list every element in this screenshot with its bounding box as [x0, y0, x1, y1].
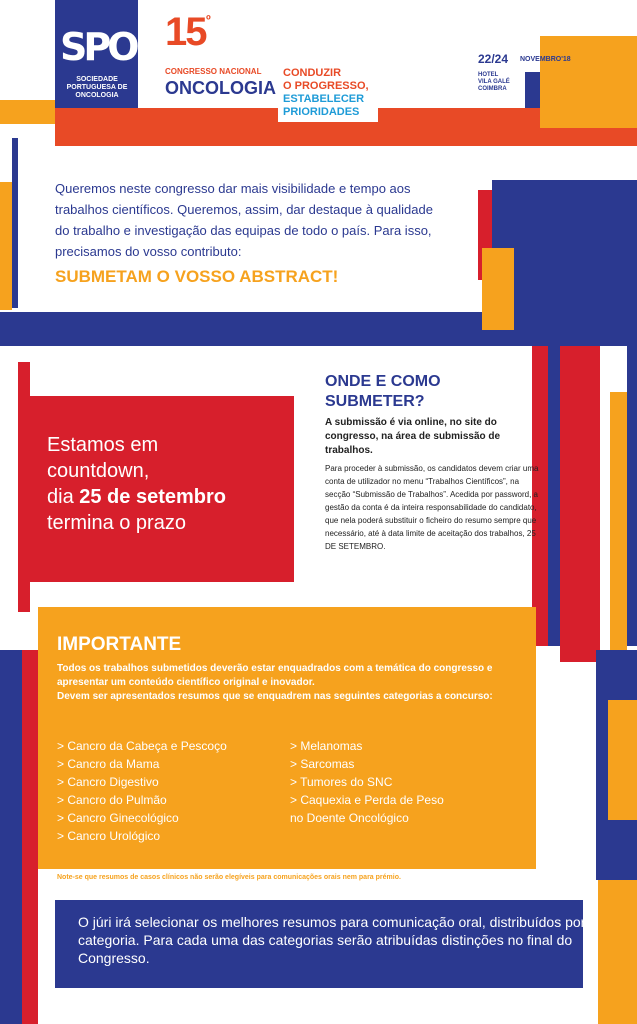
header-navy-stripe-right [525, 72, 540, 108]
slogan-line-1: CONDUZIR [283, 67, 342, 79]
header-orange-block-right [540, 36, 637, 128]
venue-line-1: HOTEL [478, 72, 499, 78]
category-item: > Cancro Digestivo [57, 775, 159, 789]
intro-orange-on-band [482, 312, 514, 330]
spo-logo-mark: SPO [60, 25, 136, 69]
category-item: > Cancro do Pulmão [57, 793, 167, 807]
countdown-line-2: countdown, [47, 460, 150, 482]
countdown-day-prefix: dia [47, 486, 80, 508]
important-orange-right [608, 700, 637, 820]
intro-text: Queremos neste congresso dar mais visibilidade e tempo aos trabalhos científicos. Queremos, assim, dar destaque à qualidade do trabalho e investigação das equipas de todo o país. Para isso, precisamos do vosso contributo: [55, 181, 433, 259]
intro-navy-edge-left [12, 138, 18, 308]
important-title: IMPORTANTE [57, 634, 182, 655]
slogan-line-2: O PROGRESSO, [283, 80, 369, 92]
intro-navy-band [0, 312, 637, 346]
submission-title: ONDE E COMO SUBMETER? [325, 373, 441, 410]
categories-left-list [57, 737, 287, 845]
congress-dates: 22/24 [478, 52, 509, 66]
countdown-line-4: termina o prazo [47, 512, 186, 534]
categories-right-list [290, 737, 520, 827]
category-item: > Cancro da Mama [57, 757, 160, 771]
countdown-red-stripe-left [18, 362, 30, 612]
intro-orange-edge-left [0, 182, 12, 310]
congress-slogan [278, 64, 378, 122]
right-red-column [560, 346, 600, 662]
edition-suffix: º [206, 12, 211, 27]
category-item: > Cancro Urológico [57, 829, 161, 843]
category-item: > Cancro Ginecológico [57, 811, 179, 825]
submission-body: Para proceder à submissão, os candidatos devem criar uma conta de utilizador no menu “Trabalhos Científicos”, na secção “Submissão de Trabalhos”. Acedida por password, a gestão da conta é da inteira responsabilidade do candidato, que nela poderá substituir o ficheiro do resumo sempre que necessário, até à data limite de aceitação dos trabalhos, 25 DE SETEMBRO. [325, 464, 539, 551]
important-note: Note-se que resumos de casos clínicos não serão elegíveis para comunicações orais nem para prémio. [57, 874, 401, 881]
category-item: > Caquexia e Perda de Peso [290, 793, 444, 807]
jury-orange-right [598, 880, 637, 1024]
right-navy-strip [627, 346, 637, 646]
category-item: > Sarcomas [290, 757, 355, 771]
important-text [57, 662, 517, 704]
countdown-line-3 [47, 484, 287, 510]
header-orange-block-left [0, 100, 55, 124]
venue-line-2: VILA GALÉ [478, 79, 510, 85]
congress-label: CONGRESSO NACIONAL [165, 67, 262, 76]
slogan-line-3: ESTABELECER [283, 93, 365, 105]
venue-line-3: COIMBRA [478, 86, 507, 92]
important-red-left [22, 650, 38, 1024]
submit-navy-stripe [548, 346, 560, 646]
important-paragraph-1: Todos os trabalhos submetidos deverão estar enquadrados com a temática do congresso e apresentar um conteúdo científico original e inovador. [57, 663, 493, 688]
countdown-text [47, 432, 287, 536]
category-item: > Tumores do SNC [290, 775, 393, 789]
category-item: no Doente Oncológico [290, 811, 409, 825]
submission-lead: A submissão é via online, no site do congresso, na área de submissão de trabalhos. [325, 417, 501, 456]
intro-call-to-action: SUBMETAM O VOSSO ABSTRACT! [55, 267, 339, 286]
countdown-date: 25 de setembro [79, 486, 226, 508]
slogan-line-4: PRIORIDADES [283, 106, 360, 118]
important-navy-left [0, 650, 22, 1024]
jury-text: O júri irá selecionar os melhores resumos para comunicação oral, distribuídos por categoria. Para cada uma das categorias serão atribuídas distinções no final do Congresso. [78, 914, 586, 966]
countdown-line-1: Estamos em [47, 434, 159, 456]
category-item: > Cancro da Cabeça e Pescoço [57, 739, 227, 753]
congress-title: ONCOLOGIA [165, 78, 276, 98]
category-item: > Melanomas [290, 739, 363, 753]
spo-logo-text: SOCIEDADE PORTUGUESA DE ONCOLOGIA [66, 76, 128, 99]
congress-month: NOVEMBRO'18 [520, 56, 571, 63]
congress-venue [478, 72, 510, 93]
right-orange-strip [610, 392, 627, 650]
important-paragraph-2: Devem ser apresentados resumos que se enquadrem nas seguintes categorias a concurso: [57, 691, 493, 702]
edition-number: 15 [165, 10, 206, 54]
